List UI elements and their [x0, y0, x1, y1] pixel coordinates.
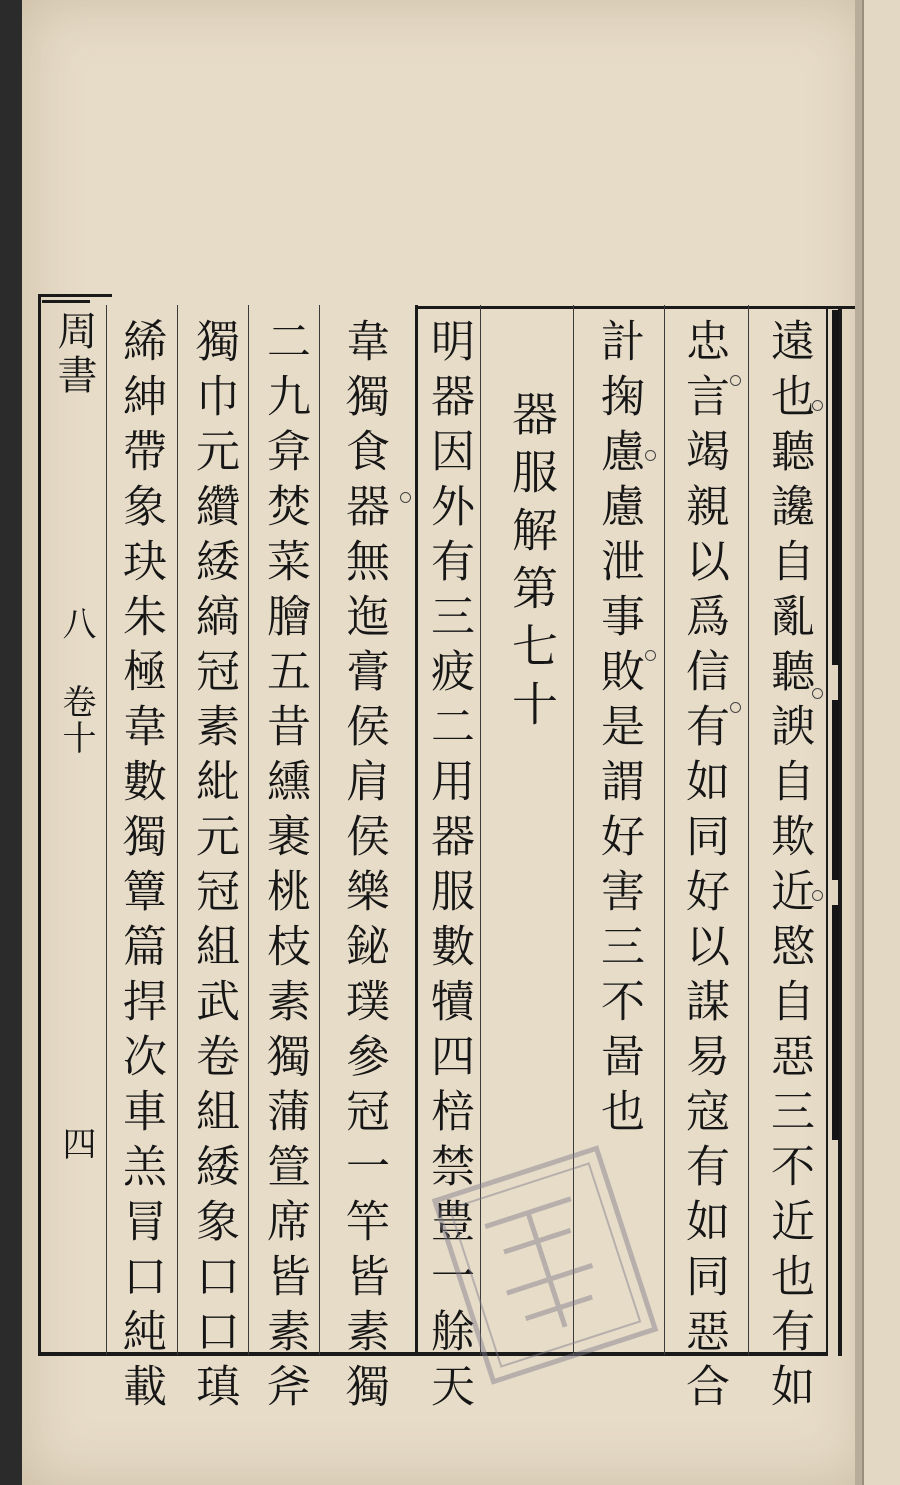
- punctuation-mark: [645, 650, 656, 661]
- punctuation-mark: [730, 375, 741, 386]
- column-mark-bar: [832, 310, 839, 665]
- center-margin: [38, 306, 106, 1352]
- punctuation-mark: [645, 450, 656, 461]
- text-column-9: 絺紳帶象玦朱極韋數獨簟篇捍次車羔冐口純載: [115, 318, 166, 1418]
- punctuation-mark: [730, 702, 741, 713]
- text-column-2: 忠言竭親以爲信有如同好以謀易寇有如同惡合: [678, 318, 729, 1418]
- punctuation-mark: [812, 688, 823, 699]
- punctuation-mark: [812, 400, 823, 411]
- text-column-7: 二九弇焚菜膾五昔纁裹桃枝素獨蒲箮席皆素斧: [259, 318, 310, 1418]
- column-mark-bar: [832, 700, 839, 880]
- column-separator: [319, 305, 320, 1355]
- text-column-3: 計掬慮慮泄事敗是謂好害三不啚也: [593, 318, 644, 1143]
- folio-number: 四: [56, 1126, 96, 1160]
- frame-right-inner: [826, 306, 828, 1356]
- text-column-1: 遠也聽讒自亂聽諛自欺近愍自惡三不近也有如: [763, 318, 814, 1418]
- text-column-8: 獨巾元纘緌縞冠素紕元冠組武卷組緌象口口瑱: [188, 318, 239, 1418]
- punctuation-mark: [400, 492, 411, 503]
- volume-label: 八 卷十: [56, 606, 96, 756]
- column-separator: [177, 305, 178, 1355]
- column-separator: [748, 305, 749, 1355]
- text-column-6: 韋獨食器無迤膏侯肩侯樂鉍璞參冠一竿皆素獨: [338, 318, 389, 1418]
- frame-top-right: [415, 306, 855, 309]
- book-title: 周書: [51, 310, 97, 398]
- seal-text: [490, 1178, 491, 1179]
- adjacent-page-edge: [862, 0, 900, 1485]
- text-column-5: 明器因外有三疲二用器服數犢四棓禁豊一艅天: [423, 318, 474, 1418]
- column-separator: [664, 305, 665, 1355]
- column-separator: [248, 305, 249, 1355]
- column-separator: [106, 305, 107, 1355]
- punctuation-mark: [812, 890, 823, 901]
- column-mark-bar: [832, 905, 839, 1140]
- fish-tail-mark: [42, 286, 90, 303]
- chapter-heading: 器服解第七十: [505, 390, 559, 738]
